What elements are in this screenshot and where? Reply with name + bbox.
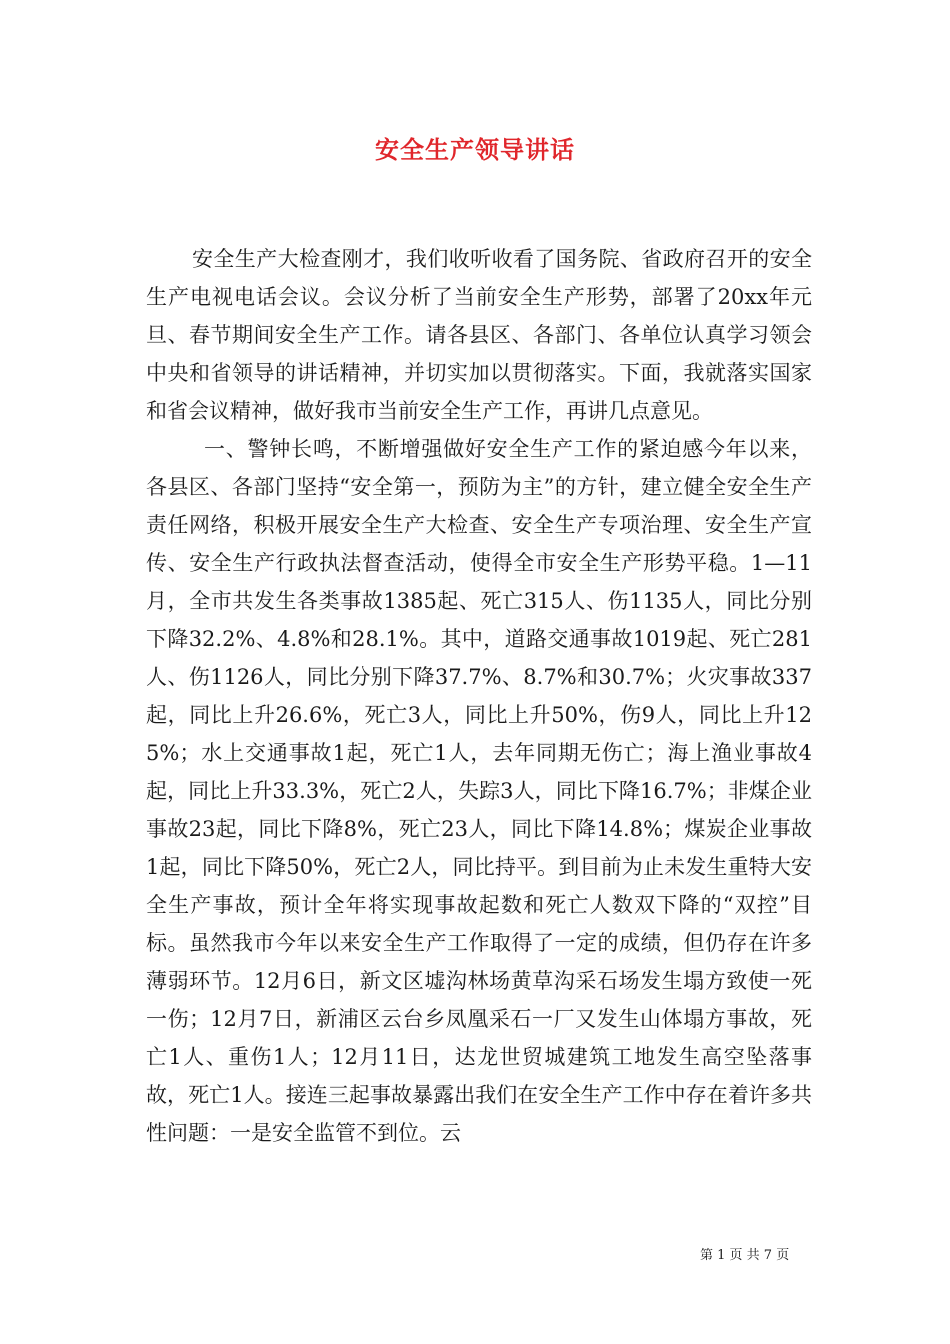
paragraph-section-one: 一、警钟长鸣，不断增强做好安全生产工作的紧迫感今年以来，各县区、各部门坚持“安全第一，预防为主”的方针，建立健全安全生产责任网络，积极开展安全生产大检查、安全生产专项治理、安全生产宣传、安全生产行政执法督查活动，使得全市安全生产形势平稳。1—11月，全市共发生各类事故1385起、死亡315人、伤1135人，同比分别下降32.2%、4.8%和28.1%。其中，道路交通事故1019起、死亡281人、伤1126人，同比分别下降37.7%、8.7%和30.7%；火灾事故337起，同比上升26.6%，死亡3人，同比上升50%，伤9人，同比上升125%；水上交通事故1起，死亡1人，去年同期无伤亡；海上渔业事故4起，同比上升33.3%，死亡2人，失踪3人，同比下降16.7%；非煤企业事故23起，同比下降8%，死亡23人，同比下降14.8%；煤炭企业事故1起，同比下降50%，死亡2人，同比持平。到目前为止未发生重特大安全生产事故，预计全年将实现事故起数和死亡人数双下降的“双控”目标。虽然我市今年以来安全生产工作取得了一定的成绩，但仍存在许多薄弱环节。12月6日，新文区墟沟林场黄草沟采石场发生塌方致使一死一伤；12月7日，新浦区云台乡凤凰采石一厂又发生山体塌方事故，死亡1人、重伤1人；12月11日，达龙世贸城建筑工地发生高空坠落事故，死亡1人。接连三起事故暴露出我们在安全生产工作中存在着许多共性问题：一是安全监管不到位。云: [146, 437, 812, 1145]
document-body: [146, 240, 812, 1152]
page-number-footer: 第 1 页 共 7 页: [700, 1248, 790, 1263]
paragraph-intro: 安全生产大检查刚才，我们收听收看了国务院、省政府召开的安全生产电视电话会议。会议分析了当前安全生产形势，部署了20xx年元旦、春节期间安全生产工作。请各县区、各部门、各单位认真学习领会中央和省领导的讲话精神，并切实加以贯彻落实。下面，我就落实国家和省会议精神，做好我市当前安全生产工作，再讲几点意见。: [146, 247, 812, 423]
document-title: 安全生产领导讲话: [375, 135, 575, 164]
